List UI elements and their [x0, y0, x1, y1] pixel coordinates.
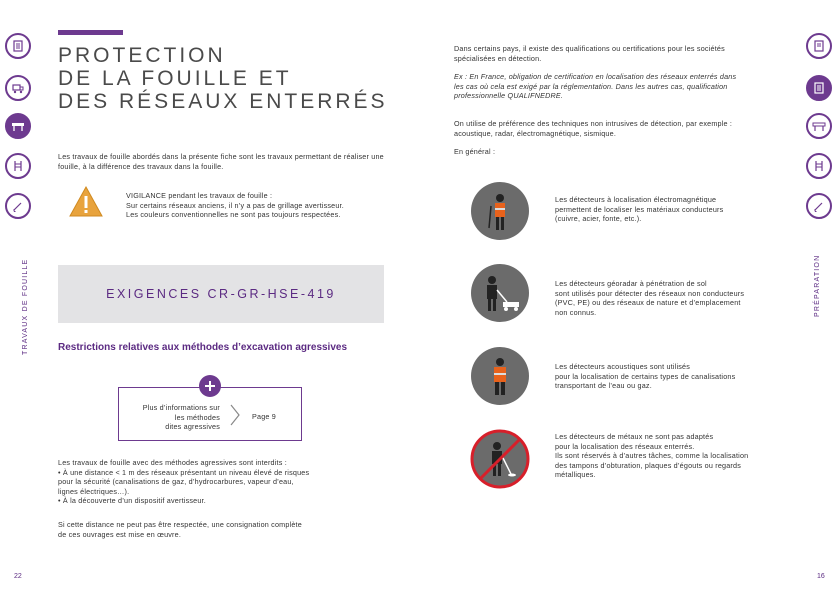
item-line: pour la localisation des réseaux enterrés. — [555, 441, 695, 451]
item-line: (PVC, PE) ou des réseaux de nature et d’emplacement — [555, 298, 741, 307]
example-text — [454, 72, 784, 101]
item-text-2 — [555, 279, 785, 317]
item-line: Les détecteurs à localisation électromagnétique — [555, 195, 717, 204]
p3-line: acoustique, radar, électromagnétique, sismique. — [454, 128, 617, 138]
ladder-icon[interactable] — [5, 153, 31, 179]
vigilance-text — [126, 191, 386, 220]
consignation-line: de ces ouvrages est mise en œuvre. — [58, 529, 182, 539]
restrictions-title: Restrictions relatives aux méthodes d’excavation agressives — [58, 342, 348, 353]
warning-icon — [68, 185, 104, 219]
consignation-text — [58, 520, 388, 539]
truck-icon[interactable] — [5, 75, 31, 101]
more-info-text — [126, 403, 220, 432]
vigilance-line: Sur certains réseaux anciens, il n’y a pas de grillage avertisseur. — [126, 200, 344, 210]
exigences-box — [58, 265, 384, 323]
plus-icon[interactable] — [199, 375, 221, 397]
shovel-icon[interactable] — [5, 193, 31, 219]
barrier-icon[interactable] — [806, 113, 832, 139]
georadar-detector-image — [471, 264, 529, 322]
item-line: non connus. — [555, 307, 597, 317]
vigilance-line: VIGILANCE pendant les travaux de fouille : — [126, 191, 273, 200]
item-line: sont utilisés pour détecter des réseaux non conducteurs — [555, 288, 745, 298]
document-icon[interactable] — [5, 33, 31, 59]
item-line: Les détecteurs de métaux ne sont pas adaptés — [555, 432, 714, 441]
prohibited-icon — [469, 428, 531, 490]
side-label-right: PRÉPARATION — [814, 254, 821, 317]
item-line: Les détecteurs géoradar à pénétration de sol — [555, 279, 707, 288]
page-number-right: 16 — [817, 573, 825, 580]
document-icon[interactable] — [806, 33, 832, 59]
consignation-line: Si cette distance ne peut pas être respectée, une consignation complète — [58, 520, 302, 529]
item-line: pour la localisation de certains types de canalisations — [555, 371, 736, 381]
rules-text — [58, 458, 388, 506]
rules-line: • À une distance < 1 m des réseaux présentant un niveau élevé de risques — [58, 467, 310, 477]
rules-line: pour la sécurité (canalisations de gaz, d’hydrocarbures, vapeur d’eau, — [58, 477, 294, 486]
barrier-icon[interactable] — [5, 113, 31, 139]
page-title — [58, 44, 388, 113]
item-text-1 — [555, 195, 785, 224]
p2-line: Ex : En France, obligation de certification en localisation des réseaux enterrés dans — [454, 72, 737, 81]
page-number-left: 22 — [14, 573, 22, 580]
p3-line: On utilise de préférence des techniques non intrusives de détection, par exemple : — [454, 119, 733, 128]
intro-text: Les travaux de fouille abordés dans la présente fiche sont les travaux permettant de réaliser une fouille, à la différence des travaux dans la fouille. — [58, 152, 384, 171]
title-accent-bar — [58, 30, 123, 35]
p1-line: spécialisées en détection. — [454, 53, 542, 63]
p2-line: les cas où cela est exigé par la réglementation. Dans les autres cas, qualification — [454, 81, 728, 91]
item-text-4 — [555, 432, 785, 480]
rules-line: lignes électriques…). — [58, 486, 130, 496]
more-info-line: les méthodes — [174, 412, 220, 422]
page-ref-link[interactable]: Page 9 — [252, 412, 276, 421]
more-info-line: dites agressives — [165, 422, 220, 431]
qualifications-text — [454, 44, 784, 63]
chevron-right-icon — [228, 403, 242, 432]
item-line: métalliques. — [555, 470, 596, 479]
techniques-text — [454, 119, 784, 138]
p2-line: professionnelle QUALIFNEDRE. — [454, 91, 564, 100]
title-line: DE LA FOUILLE ET — [58, 67, 292, 90]
item-line: des tampons d’obturation, plaques d’égouts ou regards — [555, 460, 742, 470]
item-line: transportant de l’eau ou gaz. — [555, 381, 652, 390]
item-text-3 — [555, 362, 785, 391]
exigences-label: EXIGENCES CR-GR-HSE-419 — [106, 287, 336, 301]
electromagnetic-detector-image — [471, 182, 529, 240]
p1-line: Dans certains pays, il existe des qualifications ou certifications pour les sociétés — [454, 44, 725, 53]
item-line: Les détecteurs acoustiques sont utilisés — [555, 362, 691, 371]
ladder-icon[interactable] — [806, 153, 832, 179]
title-line: PROTECTION — [58, 44, 226, 67]
rules-line: Les travaux de fouille avec des méthodes agressives sont interdits : — [58, 458, 287, 467]
item-line: permettent de localiser les matériaux conducteurs — [555, 204, 724, 214]
side-label-left: TRAVAUX DE FOUILLE — [22, 258, 29, 355]
title-line: DES RÉSEAUX ENTERRÉS — [58, 90, 388, 113]
item-line: (cuivre, acier, fonte, etc.). — [555, 214, 642, 223]
shovel-icon[interactable] — [806, 193, 832, 219]
en-general-label: En général : — [454, 147, 496, 156]
more-info-line: Plus d’informations sur — [142, 403, 220, 412]
item-line: Ils sont réservés à d’autres tâches, comme la localisation — [555, 451, 749, 460]
vigilance-line: Les couleurs conventionnelles ne sont pas toujours respectées. — [126, 210, 341, 219]
rules-line: • À la découverte d’un dispositif avertisseur. — [58, 496, 206, 505]
document-list-icon[interactable] — [806, 75, 832, 101]
acoustic-detector-image — [471, 347, 529, 405]
